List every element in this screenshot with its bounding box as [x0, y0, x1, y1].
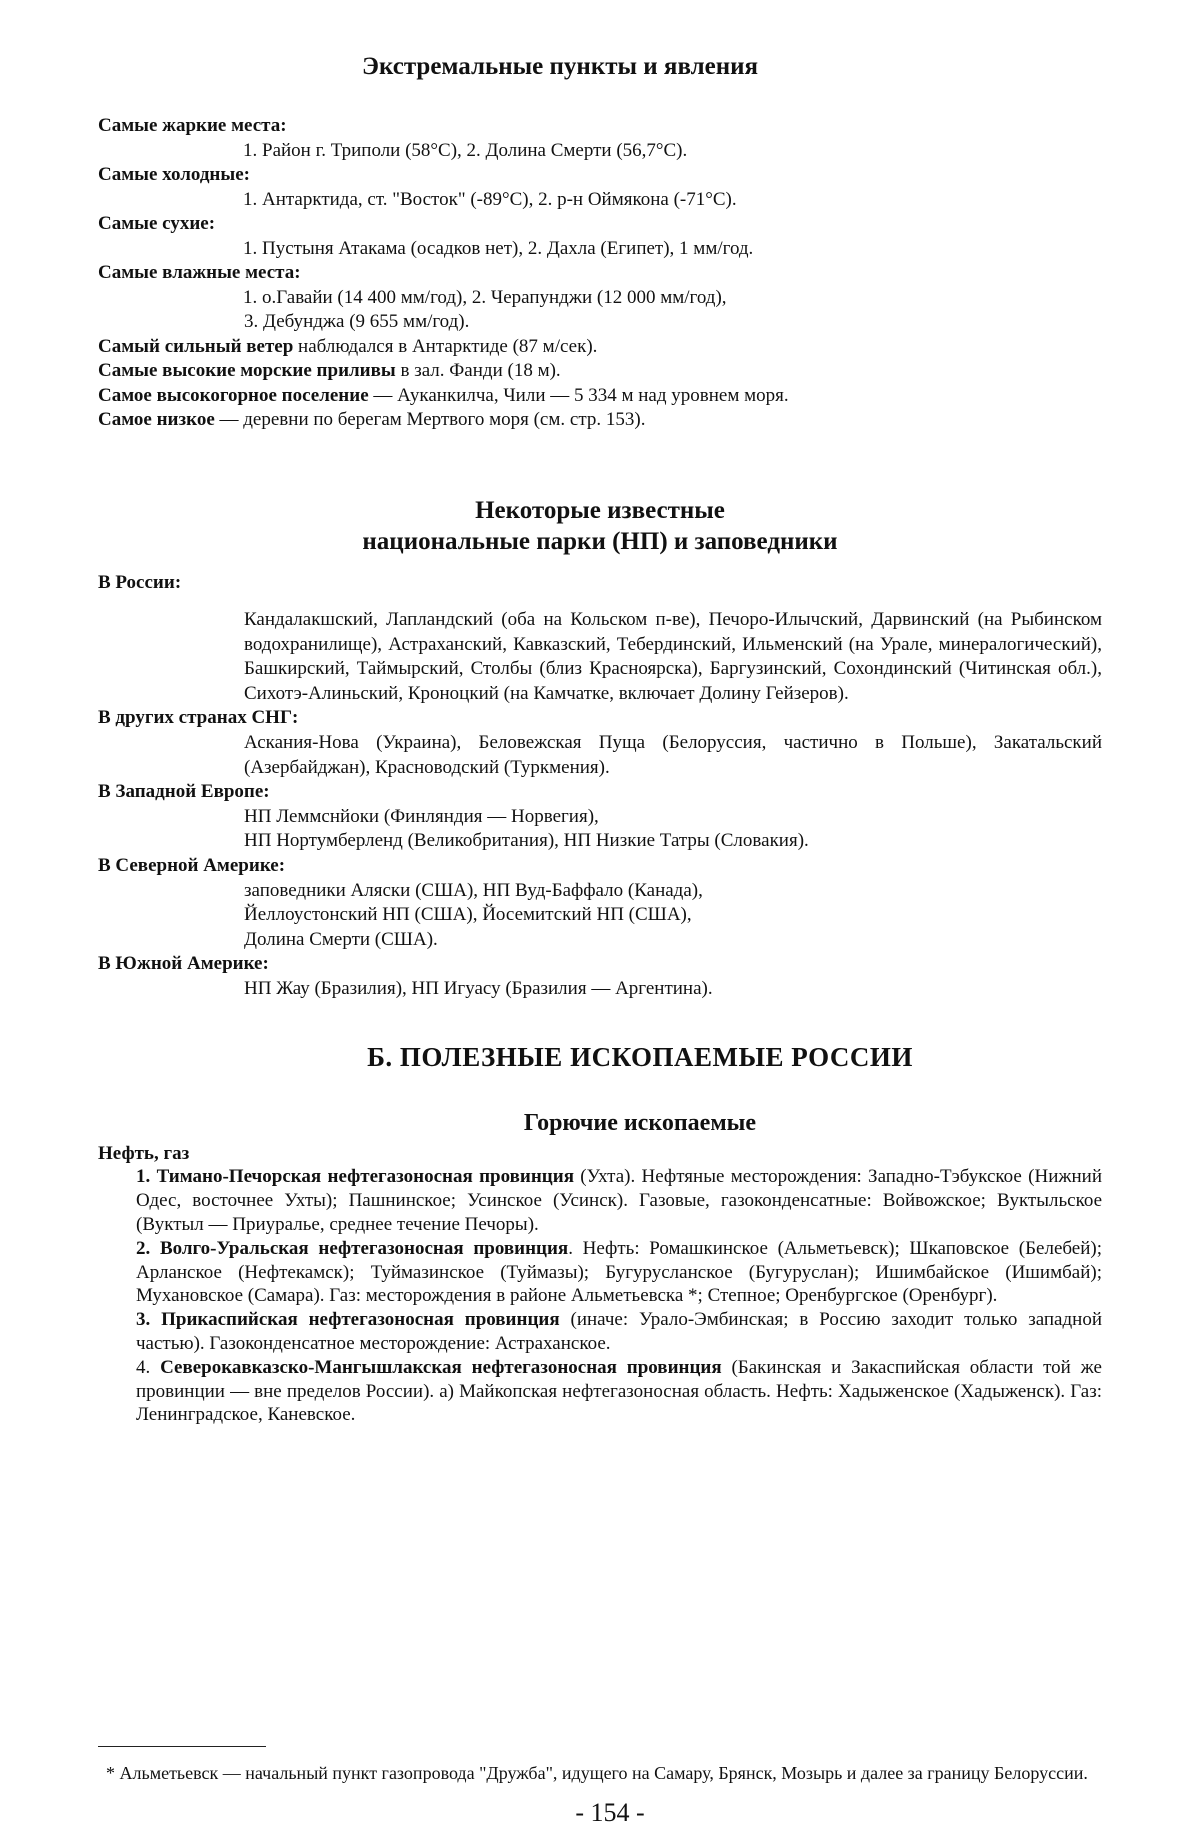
para-text: . Нефть: Ромашкинское (Альметьевск); Шкаповское (Белебей); Арланское (Нефтекамск); Туймазинское (Туймазы); Бугурусланское (Бугуруслан); Ишимбайское (Ишимбай); Мухановское (Самара). Газ: месторождения в районе Альметьевска *; Степное; Оренбургское (Оренбург). [136, 1237, 1103, 1307]
region-text: Аскания-Нова (Украина), Беловежская Пуща (Белоруссия, частично в Польше), Закатальский (Азербайджан), Красноводский (Туркмения). [244, 732, 1102, 778]
extremes-list [98, 114, 1102, 433]
parks-list [98, 571, 1102, 1002]
region-text: Долина Смерти (США). [244, 928, 438, 950]
line-bold: Самое высокогорное поселение [98, 384, 369, 406]
item-text-continued: 3. Дебунджа (9 655 мм/год). [244, 311, 470, 332]
group-label: Нефть, газ [98, 1142, 190, 1164]
item-text: 1. Антарктида, ст. "Восток" (-89°С), 2. р-н Оймякона (-71°С). [243, 188, 737, 210]
section-title-parks [98, 495, 1102, 557]
fuels-section [98, 1142, 1102, 1428]
region-text: заповедники Аляски (США), НП Вуд-Баффало (Канада), [244, 879, 703, 901]
extreme-line [98, 384, 1102, 409]
line-bold: Самые высокие морские приливы [98, 360, 396, 381]
item-text: 1. Район г. Триполи (58°С), 2. Долина Смерти (56,7°С). [243, 139, 688, 161]
footnote-text: * Альметьевск — начальный пункт газопровода "Дружба", идущего на Самару, Брянск, Мозырь и далее за границу Белоруссии. [106, 1763, 1088, 1783]
para-number: 2. [136, 1237, 151, 1259]
para-text: (Ухта). Нефтяные месторождения: Западно-Тэбукское (Нижний Одес, восточнее Ухты); Пашнинское; Усинское (Усинск). Газовые, газоконденсатные: Войвожское; Вуктыльское (Вуктыл — Приуралье, среднее течение Печоры). [136, 1166, 1102, 1235]
para-text: (иначе: Урало-Эмбинская; в Россию заходит только западной частью). Газоконденсатное месторождение: Астраханское. [136, 1309, 1102, 1354]
province-paragraph [98, 1356, 1102, 1427]
section-title-minerals: Б. ПОЛЕЗНЫЕ ИСКОПАЕМЫЕ РОССИИ [367, 1041, 913, 1072]
para-text: (Бакинская и Закаспийская области той же провинции — вне пределов России). а) Майкопская нефтегазоносная область. Нефть: Хадыженское (Хадыженск). Газ: Ленинградское, Каневское. [136, 1356, 1102, 1426]
title-line: Некоторые известные [475, 496, 725, 524]
region-label-north-america: В Северной Америке: [98, 855, 286, 877]
subsection-title-fuels: Горючие ископаемые [523, 1109, 757, 1136]
item-text: 1. о.Гавайи (14 400 мм/год), 2. Черапунджи (12 000 мм/год), [243, 286, 727, 308]
province-name: Волго-Уральская нефтегазоносная провинция [159, 1237, 569, 1259]
footnote-divider [98, 1746, 266, 1747]
title-line: национальные парки (НП) и заповедники [362, 527, 838, 555]
province-paragraph [98, 1308, 1102, 1356]
region-text: Йеллоустонский НП (США), Йосемитский НП (США), [244, 904, 692, 926]
region-label-cis: В других странах СНГ: [98, 707, 299, 729]
extreme-item [98, 261, 1102, 335]
region-text: НП Жау (Бразилия), НП Игуасу (Бразилия — Аргентина). [244, 978, 713, 999]
para-number: 3. [136, 1309, 151, 1331]
page-number: - 154 - [575, 1798, 645, 1827]
extreme-line [98, 359, 1102, 384]
para-number: 1. [136, 1166, 151, 1188]
region-label-west-europe: В Западной Европе: [98, 781, 270, 803]
line-rest: — Ауканкилча, Чили — 5 334 м над уровнем моря. [368, 384, 789, 406]
extreme-item [98, 114, 1102, 163]
extreme-line [98, 408, 1102, 433]
item-label: Самые влажные места: [98, 262, 301, 283]
province-paragraph [98, 1237, 1102, 1308]
extreme-item [98, 163, 1102, 212]
province-name: Северокавказско-Мангышлакская нефтегазоносная провинция [160, 1356, 722, 1378]
section-title-extremes: Экстремальные пункты и явления [362, 53, 759, 80]
region-label-south-america: В Южной Америке: [98, 953, 269, 975]
para-number: 4. [136, 1356, 151, 1378]
province-name: Прикаспийская нефтегазоносная провинция [161, 1309, 560, 1331]
line-rest: в зал. Фанди (18 м). [395, 360, 561, 381]
region-text: Кандалакшский, Лапландский (оба на Кольском п-ве), Печоро-Илычский, Дарвинский (на Рыбинском водохранилище), Астраханский, Кавказский, Тебердинский, Ильменский (на Урале, минералогический), Башкирский, Таймырский, Столбы (близ Красноярска), Баргузинский, Сохондинский (Читинская обл.), Сихотэ-Алиньский, Кроноцкий (на Камчатке, включает Долину Гейзеров). [244, 609, 1102, 704]
province-name: Тимано-Печорская нефтегазоносная провинция [156, 1166, 574, 1188]
extreme-line [98, 335, 1102, 360]
region-label-russia: В России: [98, 571, 182, 593]
item-text: 1. Пустыня Атакама (осадков нет), 2. Дахла (Египет), 1 мм/год. [243, 237, 754, 259]
footnote [78, 1762, 1102, 1784]
province-paragraph [98, 1165, 1102, 1236]
item-label: Самые сухие: [98, 213, 216, 234]
line-rest: наблюдался в Антарктиде (87 м/сек). [293, 335, 598, 357]
extreme-item [98, 212, 1102, 261]
region-text: НП Леммснйоки (Финляндия — Норвегия), [244, 805, 599, 827]
line-bold: Самое низкое [98, 409, 215, 430]
region-text: НП Нортумберленд (Великобритания), НП Низкие Татры (Словакия). [244, 830, 809, 852]
line-rest: — деревни по берегам Мертвого моря (см. стр. 153). [214, 409, 646, 430]
item-label: Самые холодные: [98, 164, 250, 185]
line-bold: Самый сильный ветер [98, 335, 294, 357]
item-label: Самые жаркие места: [98, 115, 287, 136]
